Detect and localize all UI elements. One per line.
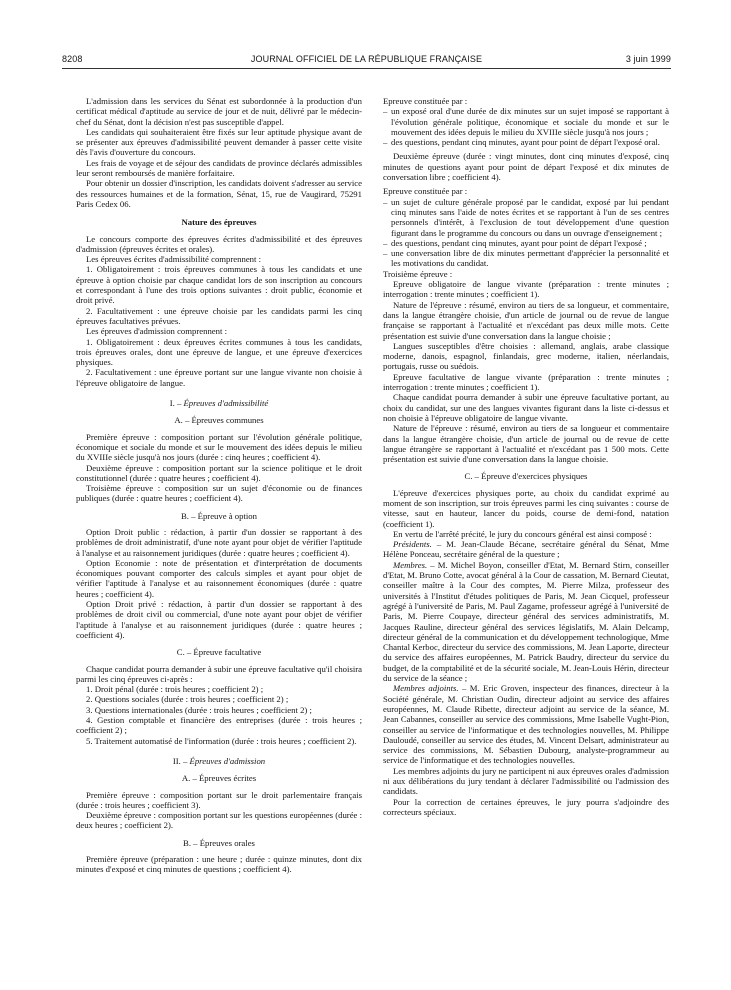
paragraph: 1. Obligatoirement : deux épreuves écrites communes à tous les candidats, trois épreuves orales, dont une épreuve de langue, et une épreuve d'exercices physiques.: [76, 336, 362, 368]
paragraph: Epreuve constituée par :: [383, 96, 468, 106]
section-title: Épreuves d'admission: [189, 755, 266, 766]
paragraph: Première épreuve : composition portant sur le droit parlementaire français (durée : trois heures ; coefficient 3).: [76, 789, 362, 810]
dash-bullet: –: [383, 106, 388, 117]
paragraph: Option Droit privé : rédaction, à partir d'un dossier se rapportant à des problèmes de droit civil ou commercial, d'une note ayant pour objet de vérifier l'aptitude à l'analyse et au raisonnement juridiques (durée : quatre heures ; coefficient 4).: [76, 599, 362, 640]
journal-title: JOURNAL OFFICIEL DE LA RÉPUBLIQUE FRANÇAISE: [250, 54, 483, 64]
paragraph: L'admission dans les services du Sénat est subordonnée à la production d'un certificat médical d'aptitude au service de jour et de nuit, délivré par le médecin-chef du Sénat, dont la décision n'est pas susceptible d'appel.: [76, 96, 362, 127]
subsection-title: C. – Épreuve d'exercices physiques: [464, 471, 588, 482]
label: Présidents.: [393, 539, 432, 550]
paragraph: Deuxième épreuve : composition portant sur les questions européennes (durée : deux heures ; coefficient 2).: [76, 810, 362, 831]
list-item-text: des questions, pendant cinq minutes, ayant pour point de départ l'exposé ;: [391, 237, 647, 248]
list-item-text: un sujet de culture générale proposé par le candidat, exposé par lui pendant cinq minutes sans l'aide de notes écrites et se rapportant à l'un de ses centres personnels d'intérêt, à l'exclusion de tout développement d'une question figurant dans le programme du concours ou dans un ouvrage d'enseignement ;: [391, 196, 669, 238]
list-item-text: un exposé oral d'une durée de dix minutes sur un sujet imposé se rapportant à l'évolution générale politique, économique et sociale du monde et sur le mouvement des idées depuis le milieu du XVIIIe siècle jusqu'à nos jours ;: [391, 106, 669, 137]
paragraph: Troisième épreuve : composition sur un sujet d'économie ou de finances publiques (durée : quatre heures ; coefficient 4).: [76, 483, 362, 504]
label: Membres adjoints.: [393, 683, 459, 694]
label: Membres.: [393, 559, 428, 570]
section-title-1: [76, 398, 362, 408]
right-column: [383, 96, 669, 986]
section-title-2: [76, 756, 362, 766]
paragraph: Langues susceptibles d'être choisies : allemand, anglais, arabe classique moderne, danois, espagnol, finlandais, grec moderne, italien, néerlandais, portugais, russe ou suédois.: [383, 340, 669, 372]
paragraph: Nature de l'épreuve : résumé, environ au tiers de sa longueur et commentaire dans la langue étrangère choisie, d'un article de journal ou de revue de cette langue étrangère se rapportant à l'actualité et n'excédant pas 1 500 mots. Cette présentation est suivie d'une conversation dans la langue choisie.: [383, 423, 669, 465]
list-item: 5. Traitement automatisé de l'information (durée : trois heures ; coefficient 2).: [86, 735, 357, 746]
paragraph: En vertu de l'arrêté précité, le jury du concours général est ainsi composé :: [393, 528, 652, 539]
issue-date: 3 juin 1999: [625, 54, 671, 64]
list-item: [383, 238, 669, 248]
paragraph: Deuxième épreuve : composition portant sur la science politique et le droit constitutionnel (durée : quatre heures ; coefficient 4).: [76, 462, 362, 483]
dash-bullet: –: [383, 196, 388, 207]
paragraph: 2. Facultativement : une épreuve choisie par les candidats parmi les cinq épreuves facultatives prévues.: [76, 305, 362, 326]
paragraph: Les frais de voyage et de séjour des candidats de province déclarés admissibles leur seront remboursés de manière forfaitaire.: [76, 157, 362, 179]
list-item: 4. Gestion comptable et financière des entreprises (durée : trois heures ; coefficient 2) ;: [76, 715, 362, 736]
jury-presidents: [383, 539, 669, 560]
subsection-title: B. – Épreuve à option: [181, 510, 257, 521]
subsection-title: A. – Épreuves écrites: [181, 773, 257, 784]
paragraph: Deuxième épreuve (durée : vingt minutes, dont cinq minutes d'exposé, cinq minutes de questions ayant pour point de départ l'exposé et dix minutes de conversation libre ; coefficient 4).: [383, 151, 669, 183]
paragraph: Première épreuve (préparation : une heure ; durée : quinze minutes, dont dix minutes d'exposé et cinq minutes de questions ; coefficient 4).: [76, 854, 362, 875]
section-number: II. –: [172, 755, 188, 766]
paragraph: Option Droit public : rédaction, à partir d'un dossier se rapportant à des problèmes de droit administratif, d'une note ayant pour objet de vérifier l'aptitude à l'analyse et au raisonnement juridiques (durée : quatre heures ; coefficient 4).: [76, 526, 362, 558]
paragraph: Les épreuves écrites d'admissibilité comprennent :: [86, 254, 262, 265]
list-item: 3. Questions internationales (durée : trois heures ; coefficient 2) ;: [86, 704, 312, 715]
list-item: 1. Droit pénal (durée : trois heures ; coefficient 2) ;: [86, 684, 264, 695]
list-item-text: une conversation libre de dix minutes permettant d'apprécier la personnalité et les motivations du candidat.: [391, 248, 669, 269]
paragraph: Chaque candidat pourra demander à subir une épreuve facultative portant, au choix du candidat, sur une des langues vivantes figurant dans la liste ci-dessus et non choisie à l'épreuve obligatoire de langue vivante.: [383, 392, 669, 423]
paragraph: L'épreuve d'exercices physiques porte, au choix du candidat exprimé au moment de son inscription, sur trois épreuves parmi les cinq suivantes : course de vitesse, saut en hauteur, lancer du poids, course de demi-fond, natation (coefficient 1).: [383, 487, 669, 529]
paragraph: Les épreuves d'admission comprennent :: [86, 326, 228, 337]
list-item: 2. Questions sociales (durée : trois heures ; coefficient 2) ;: [86, 694, 289, 705]
subsection-title: A. – Épreuves communes: [174, 415, 264, 426]
dash-bullet: –: [383, 248, 388, 259]
paragraph: Chaque candidat pourra demander à subir une épreuve facultative qu'il choisira parmi les cinq épreuves ci-après :: [76, 663, 362, 684]
section-heading: Nature des épreuves: [181, 217, 257, 228]
list-item: [383, 106, 669, 137]
subsection-title: C. – Épreuve facultative: [176, 647, 262, 658]
paragraph: Pour la correction de certaines épreuves, le jury pourra s'adjoindre des correcteurs spéciaux.: [383, 796, 669, 817]
paragraph: Le concours comporte des épreuves écrites d'admissibilité et des épreuves d'admission (épreuves écrites et orales).: [76, 233, 362, 254]
paragraph: Nature de l'épreuve : résumé, environ au tiers de sa longueur, et commentaire, dans la langue étrangère choisie, d'un article de journal ou de revue de langue française se rapportant à l'actualité et n'excédant pas deux mille mots. Cette présentation est suivie d'une conversation dans la langue choisie ;: [383, 299, 669, 341]
section-number: I. –: [169, 398, 182, 409]
left-column: [76, 96, 362, 986]
dash-bullet: –: [383, 237, 388, 248]
dash-bullet: –: [383, 137, 388, 148]
paragraph: Pour obtenir un dossier d'inscription, les candidats doivent s'adresser au service des ressources humaines et de la formation, Sénat, 15, rue de Vaugirard, 75291 Paris Cedex 06.: [76, 178, 362, 209]
header-rule: [62, 68, 671, 69]
jury-adjoints: [383, 683, 669, 765]
names: – M. Eric Groven, inspecteur des finances, directeur à la Société générale, M. Christian Oudin, directeur adjoint au service des affaires européennes, M. Claude Ribette, directeur adjoint au service de la séance, M. Jean Cabannes, conseiller au service des commissions, Mme Isabelle Vught-Pion, conseiller au service de l'informatique et des technologies nouvelles, M. Philippe Dauloudé, conseiller au service des études, M. Vincent Delsart, administrateur au service des commissions, M. Sébastien Dubourg, analyste-programmeur au service de l'informatique et des technologies nouvelles.: [383, 683, 669, 766]
paragraph: Epreuve facultative de langue vivante (préparation : trente minutes ; interrogation : trente minutes ; coefficient 1).: [383, 371, 669, 393]
paragraph: Epreuve obligatoire de langue vivante (préparation : trente minutes ; interrogation : trente minutes ; coefficient 1).: [383, 279, 669, 300]
jury-members: [383, 560, 669, 684]
paragraph: Epreuve constituée par :: [383, 186, 468, 197]
paragraph: 1. Obligatoirement : trois épreuves communes à tous les candidats et une épreuve à option choisie par chaque candidat lors de son inscription au concours et correspondant à l'une des trois options suivantes : droit public, économie et droit privé.: [76, 264, 362, 306]
list-item: [383, 197, 669, 238]
paragraph: Troisième épreuve :: [383, 268, 453, 279]
paragraph: Option Economie : note de présentation et d'interprétation de documents économiques pouvant comporter des calculs simples et ayant pour objet de vérifier l'aptitude à l'analyse et au raisonnement économiques (durée : quatre heures ; coefficient 4).: [76, 557, 362, 599]
list-item-text: des questions, pendant cinq minutes, ayant pour point de départ l'exposé oral.: [391, 137, 660, 148]
paragraph: Les candidats qui souhaiteraient être fixés sur leur aptitude physique avant de se présenter aux épreuves d'admissibilité peuvent demander à passer cette visite dès l'avis d'ouverture du concours.: [76, 126, 362, 158]
page-header: [62, 54, 671, 68]
subsection-title: B. – Épreuves orales: [183, 837, 255, 848]
list-item: [383, 248, 669, 269]
section-title: Épreuves d'admissibilité: [183, 398, 269, 409]
paragraph: Les membres adjoints du jury ne participent ni aux épreuves orales d'admission ni aux délibérations du jury tendant à déclarer l'admissibilité ou l'admission des candidats.: [383, 765, 669, 797]
list-item: [383, 137, 669, 147]
names: – M. Michel Boyon, conseiller d'Etat, M. Bernard Stirn, conseiller d'Etat, M. Bruno Cotte, avocat général à la Cour de cassation, M. Bernard Cieutat, conseiller maître à la Cour des comptes, M. Pierre Milza, professeur des universités à l'Institut d'études politiques de Paris, M. Jean Cicquel, professeur agrégé à l'université de Paris, M. Paul Zagame, professeur agrégé à l'université de Paris, M. Pierre Coupaye, directeur général des services administratifs, M. Jacques Rauline, directeur général des services législatifs, M. Alain Delcamp, directeur général de la communication et du développement technologique, Mme Chantal Kerboc, directeur du service des commissions, M. Jean Laporte, directeur du service des affaires européennes, M. Patrick Baudry, directeur du service du budget, de la comptabilité et de la sécurité sociale, M. Jean-Louis Hérin, directeur du service de la séance ;: [383, 559, 669, 684]
names: – M. Jean-Claude Bécane, secrétaire général du Sénat, Mme Hélène Ponceau, secrétaire général de la questure ;: [383, 539, 669, 560]
paragraph: Première épreuve : composition portant sur l'évolution générale politique, économique et sociale du monde et sur le mouvement des idées depuis le milieu du XVIIIe siècle jusqu'à nos jours (durée : cinq heures ; coefficient 4).: [76, 431, 362, 463]
page-number: 8208: [62, 54, 83, 64]
paragraph: 2. Facultativement : une épreuve portant sur une langue vivante non choisie à l'épreuve obligatoire de langue.: [76, 367, 362, 388]
